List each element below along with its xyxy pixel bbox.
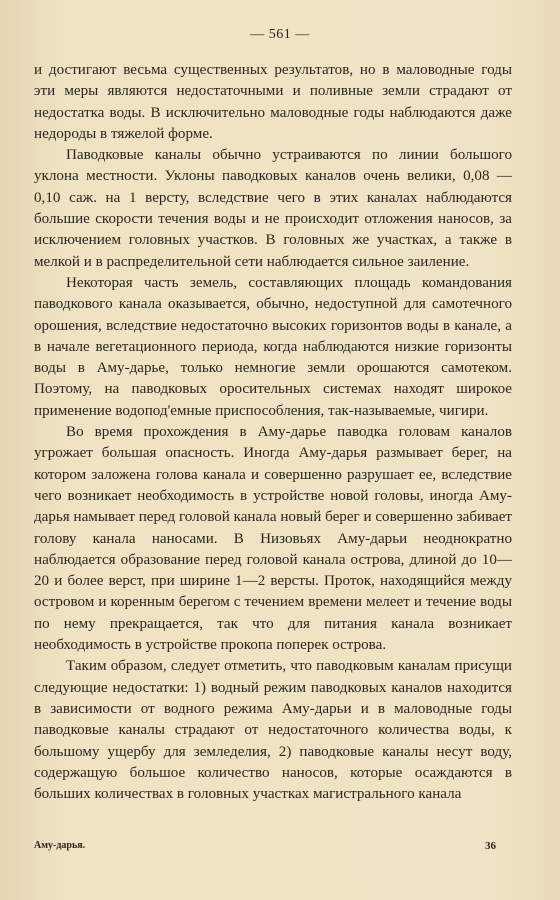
page-number: — 561 — bbox=[250, 27, 310, 42]
paragraph: Паводковые каналы обычно устраиваются по линии большого уклона местности. Уклоны паводковых каналов очень велики, 0,08 — 0,10 саж. на 1 версту, вследствие чего в этих каналах наблюдаются большие скорости течения воды и не происходит отложения наносов, за исключением головных участков. В головных же участках, а также в мелкой и в распределительной сети наблюдается сильное заиление. bbox=[34, 147, 512, 270]
body-text bbox=[34, 60, 512, 805]
footer-sheet-number: 36 bbox=[485, 840, 496, 852]
paragraph: Некоторая часть земель, составляющих площадь командования паводкового канала оказывается, обычно, недоступной для самотечного орошения, вследствие недостаточно высоких горизонтов воды в канале, а в начале вегетационного периода, когда наблюдаются низкие горизонты воды в Аму-дарье, только немногие земли орошаются самотеком. Поэтому, на паводковых оросительных системах находят широкое применение водопод'емные приспособления, так-называемые, чигири. bbox=[34, 274, 512, 419]
paragraph: и достигают весьма существенных результатов, но в маловодные годы эти меры являются недостаточными и поливные земли страдают от недостатка воды. В исключительно маловодные годы наблюдаются даже недороды в тяжелой форме. bbox=[34, 62, 512, 142]
paragraph: Таким образом, следует отметить, что паводковым каналам присущи следующие недостатки: 1) водный режим паводковых каналов находится в зависимости от водного режима Аму-дарьи и в маловодные годы паводковые каналы страдают от недостаточного количества воды, к большому ущербу для земледелия, 2) паводковые каналы несут воду, содержащую большое количество наносов, которые осаждаются в больших количествах в головных участках магистрального канала bbox=[34, 658, 512, 803]
paragraph: Во время прохождения в Аму-дарье паводка головам каналов угрожает большая опасность. Иногда Аму-дарья размывает берег, на котором заложена голова канала и совершенно разрушает ее, вследствие чего возникает необходимость в устройстве новой головы, иногда Аму-дарья намывает перед головой канала новый берег и совершенно забивает голову канала наносами. В Низовьях Аму-дарьи неоднократно наблюдается образование перед головой канала острова, длиной до 10—20 и более верст, при ширине 1—2 версты. Проток, находящийся между островом и коренным берегом с течением времени мелеет и течение воды по нему прекращается, так что для питания канала возникает необходимость в устройстве прокопа поперек острова. bbox=[34, 424, 513, 654]
footer-signature: Аму-дарья. bbox=[34, 840, 86, 851]
